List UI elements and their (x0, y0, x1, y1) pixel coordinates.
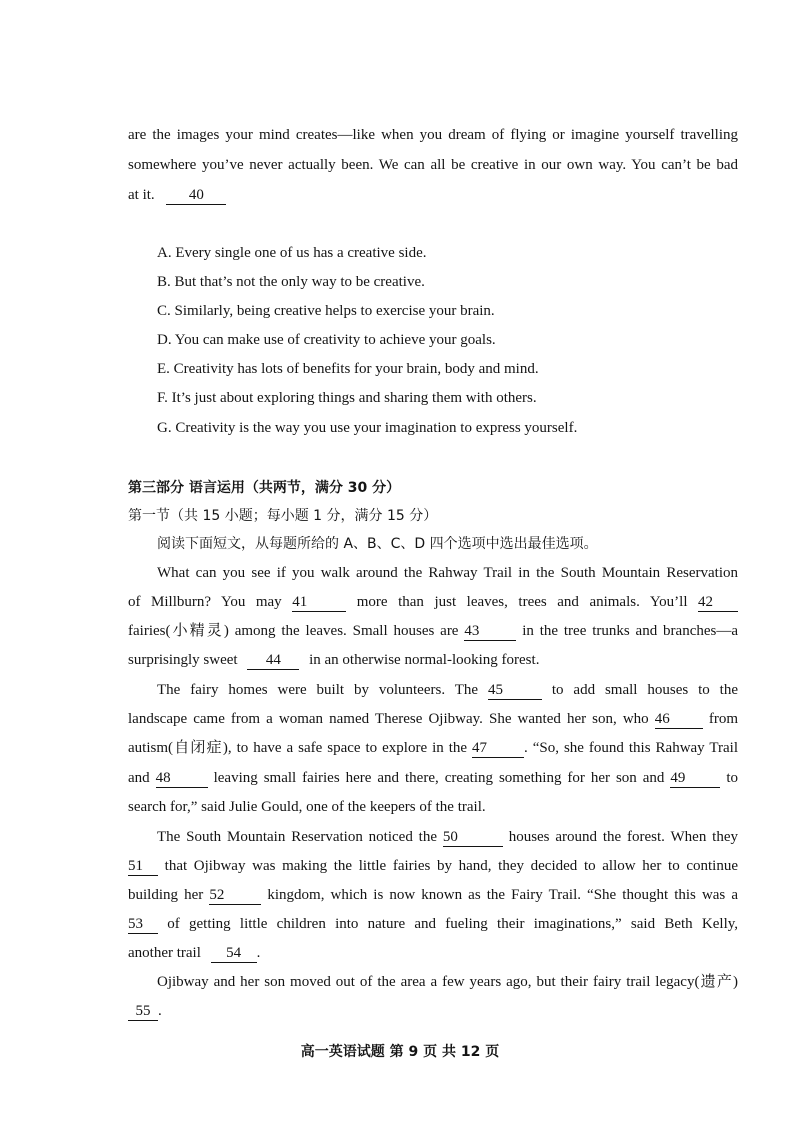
p3-line-2 (128, 856, 738, 876)
text-segment: to add small houses to the (551, 682, 738, 698)
text-segment: of Millburn? You may (128, 594, 282, 610)
p1-line-1: What can you see if you walk around the Rahway Trail in the South Mountain Reservation (157, 565, 738, 581)
passage-top-line-3 (128, 185, 738, 205)
blank-55: 55 (128, 1003, 158, 1021)
option-f: F. It’s just about exploring things and sharing them with others. (157, 390, 537, 406)
text-segment: to (726, 770, 739, 786)
p2-line-4 (128, 768, 738, 788)
p3-line-3 (128, 885, 738, 905)
option-a: A. Every single one of us has a creative side. (157, 245, 427, 261)
p2-line-1 (157, 680, 738, 700)
option-e: E. Creativity has lots of benefits for your brain, body and mind. (157, 361, 539, 377)
blank-41: 41 (292, 594, 346, 612)
blank-44: 44 (247, 652, 299, 670)
option-b: B. But that’s not the only way to be creative. (157, 274, 425, 290)
p1-line-3 (128, 621, 738, 641)
passage-top-line-2: somewhere you’ve never actually been. We can all be creative in our own way. You can’t be bad (128, 157, 738, 173)
text-segment: leaving small fairies here and there, creating something for her son and (213, 770, 665, 786)
blank-42: 42 (698, 594, 738, 612)
text-segment: in an otherwise normal-looking forest. (309, 652, 540, 668)
passage-top-line-1: are the images your mind creates—like when you dream of flying or imagine yourself travelling (128, 127, 738, 143)
section-subtitle: 第一节（共 15 小题；每小题 1 分，满分 15 分） (128, 508, 438, 524)
p4-line-2 (128, 1001, 738, 1021)
text-segment: and (128, 770, 150, 786)
text-segment: landscape came from a woman named Therese Ojibway. She wanted her son, who (128, 711, 649, 727)
blank-48: 48 (156, 770, 208, 788)
text-segment: kingdom, which is now known as the Fairy Trail. “She thought this was a (267, 887, 739, 903)
blank-40: 40 (166, 187, 226, 205)
p3-line-4 (128, 914, 738, 934)
text-segment: . “So, she found this Rahway Trail (524, 740, 739, 756)
text-segment: from (708, 711, 738, 727)
p1-line-2 (128, 592, 738, 612)
p2-line-2 (128, 709, 738, 729)
blank-52: 52 (209, 887, 261, 905)
text-segment: . (256, 945, 261, 961)
p2-line-5: search for,” said Julie Gould, one of the keepers of the trail. (128, 799, 486, 815)
text-segment: autism(自闭症), to have a safe space to explore in the (128, 740, 468, 756)
text-segment: surprisingly sweet (128, 652, 238, 668)
blank-47: 47 (472, 740, 524, 758)
text-segment: . (158, 1003, 162, 1019)
text-segment: of getting little children into nature and fueling their imaginations,” said Beth Kelly, (167, 916, 739, 932)
part-title: 第三部分 语言运用（共两节，满分 30 分） (128, 480, 401, 496)
passage-top-text: at it. (128, 187, 155, 203)
blank-51: 51 (128, 858, 158, 876)
text-segment: that Ojibway was making the little fairies by hand, they decided to allow her to continue (164, 858, 739, 874)
text-segment: The fairy homes were built by volunteers. The (157, 682, 479, 698)
text-segment: The South Mountain Reservation noticed the (157, 829, 437, 845)
p4-line-1: Ojibway and her son moved out of the area a few years ago, but their fairy trail legacy(遗产) (157, 974, 738, 990)
text-segment: building her (128, 887, 204, 903)
blank-54: 54 (211, 945, 257, 963)
blank-53: 53 (128, 916, 158, 934)
text-segment: houses around the forest. When they (508, 829, 738, 845)
p1-line-4 (128, 650, 738, 670)
blank-46: 46 (655, 711, 703, 729)
option-d: D. You can make use of creativity to achieve your goals. (157, 332, 496, 348)
text-segment: in the tree trunks and branches—a (522, 623, 739, 639)
blank-43: 43 (464, 623, 516, 641)
text-segment: another trail (128, 945, 201, 961)
p2-line-3 (128, 738, 738, 758)
text-segment: more than just leaves, trees and animals. You’ll (356, 594, 688, 610)
blank-49: 49 (670, 770, 720, 788)
blank-45: 45 (488, 682, 542, 700)
blank-50: 50 (443, 829, 503, 847)
option-g: G. Creativity is the way you use your imagination to express yourself. (157, 420, 578, 436)
section-instruction: 阅读下面短文，从每题所给的 A、B、C、D 四个选项中选出最佳选项。 (157, 536, 598, 552)
page-footer: 高一英语试题 第 9 页 共 12 页 (300, 1044, 500, 1060)
p3-line-1 (157, 827, 738, 847)
option-c: C. Similarly, being creative helps to exercise your brain. (157, 303, 495, 319)
p3-line-5 (128, 943, 738, 963)
text-segment: fairies(小精灵) among the leaves. Small houses are (128, 623, 459, 639)
